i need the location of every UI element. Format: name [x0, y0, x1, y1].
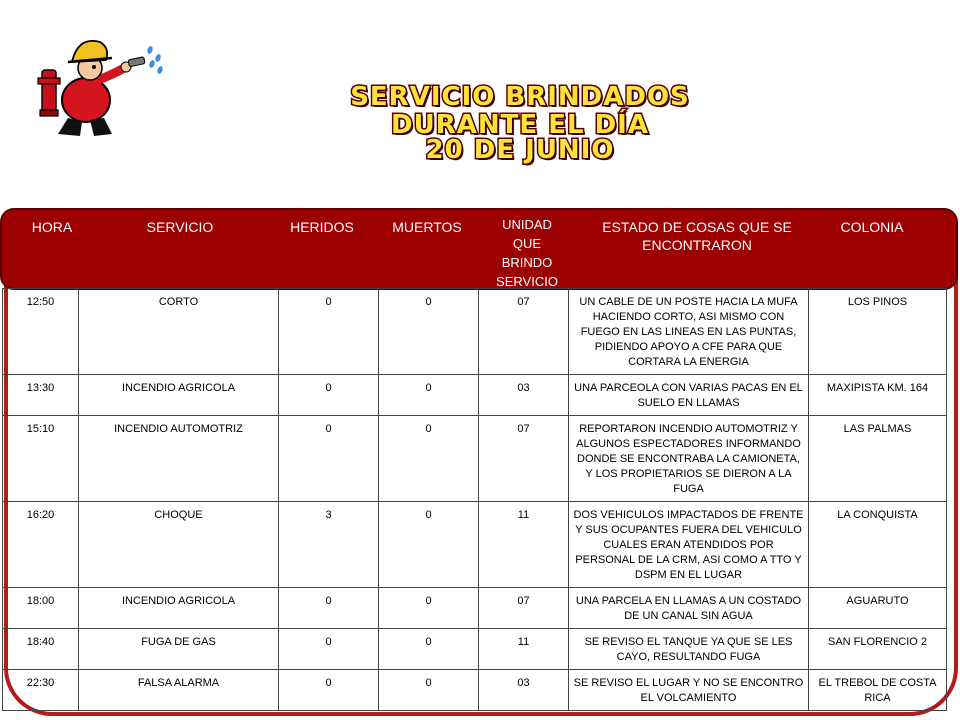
header-muertos: MUERTOS [392, 219, 462, 235]
cell-hora: 13:30 [3, 375, 79, 416]
cell-heridos: 0 [279, 629, 379, 670]
cell-hora: 15:10 [3, 416, 79, 502]
cell-heridos: 0 [279, 588, 379, 629]
cell-unidad: 07 [479, 289, 569, 375]
table-header [0, 208, 958, 290]
table-row [3, 289, 947, 375]
cell-muertos: 0 [379, 670, 479, 711]
services-table [2, 288, 947, 711]
cell-heridos: 0 [279, 416, 379, 502]
cell-unidad: 07 [479, 416, 569, 502]
cell-estado: REPORTARON INCENDIO AUTOMOTRIZ Y ALGUNOS ESPECTADORES INFORMANDO DONDE SE ENCONTRABA LA CAMIONETA, Y LOS PROPIETARIOS SE DIERON A LA FUGA [569, 416, 809, 502]
cell-muertos: 0 [379, 416, 479, 502]
cell-hora: 18:40 [3, 629, 79, 670]
cell-muertos: 0 [379, 375, 479, 416]
table-row [3, 670, 947, 711]
title-line-2: DURANTE EL DÍA [391, 110, 649, 140]
cell-unidad: 03 [479, 670, 569, 711]
cell-estado: UNA PARCEOLA CON VARIAS PACAS EN EL SUELO EN LLAMAS [569, 375, 809, 416]
cell-hora: 16:20 [3, 502, 79, 588]
table-row [3, 502, 947, 588]
table-row [3, 588, 947, 629]
table-row [3, 416, 947, 502]
cell-heridos: 0 [279, 289, 379, 375]
cell-servicio: INCENDIO AUTOMOTRIZ [79, 416, 279, 502]
header-estado: ESTADO DE COSAS QUE SE ENCONTRARON [602, 219, 792, 253]
table-row [3, 629, 947, 670]
header-heridos: HERIDOS [290, 219, 354, 235]
cell-servicio: INCENDIO AGRICOLA [79, 588, 279, 629]
cell-estado: DOS VEHICULOS IMPACTADOS DE FRENTE Y SUS OCUPANTES FUERA DEL VEHICULO CUALES ERAN ATENDIDOS POR PERSONAL DE LA CRM, ASI COMO A TTO Y DSPM EN EL LUGAR [569, 502, 809, 588]
header-servicio: SERVICIO [146, 219, 214, 235]
cell-muertos: 0 [379, 588, 479, 629]
cell-colonia: LAS PALMAS [809, 416, 947, 502]
cell-hora: 18:00 [3, 588, 79, 629]
cell-servicio: CORTO [79, 289, 279, 375]
header-unidad-line: SERVICIO [496, 274, 558, 289]
title-line-1: SERVICIO BRINDADOS [350, 82, 690, 112]
header-unidad-line: UNIDAD [502, 217, 552, 232]
cell-servicio: CHOQUE [79, 502, 279, 588]
cell-hora: 22:30 [3, 670, 79, 711]
cell-heridos: 0 [279, 670, 379, 711]
cell-estado: SE REVISO EL LUGAR Y NO SE ENCONTRO EL VOLCAMIENTO [569, 670, 809, 711]
cell-colonia: MAXIPISTA KM. 164 [809, 375, 947, 416]
title-line-3: 20 DE JUNIO [425, 135, 615, 165]
cell-muertos: 0 [379, 289, 479, 375]
cell-hora: 12:50 [3, 289, 79, 375]
cell-colonia: EL TREBOL DE COSTA RICA [809, 670, 947, 711]
cell-unidad: 11 [479, 502, 569, 588]
header-colonia: COLONIA [840, 219, 904, 235]
cell-estado: UN CABLE DE UN POSTE HACIA LA MUFA HACIENDO CORTO, ASI MISMO CON FUEGO EN LAS LINEAS EN LAS PUNTAS, PIDIENDO APOYO A CFE PARA QUE CORTARA LA ENERGIA [569, 289, 809, 375]
cell-heridos: 0 [279, 375, 379, 416]
cell-colonia: LOS PINOS [809, 289, 947, 375]
header-unidad [487, 215, 567, 291]
table-row [3, 375, 947, 416]
header-unidad-line: QUE [512, 236, 542, 251]
cell-colonia: SAN FLORENCIO 2 [809, 629, 947, 670]
cell-colonia: LA CONQUISTA [809, 502, 947, 588]
cell-unidad: 03 [479, 375, 569, 416]
cell-estado: UNA PARCELA EN LLAMAS A UN COSTADO DE UN CANAL SIN AGUA [569, 588, 809, 629]
cell-heridos: 3 [279, 502, 379, 588]
cell-servicio: FUGA DE GAS [79, 629, 279, 670]
header-hora: HORA [31, 219, 73, 235]
cell-muertos: 0 [379, 502, 479, 588]
cell-servicio: FALSA ALARMA [79, 670, 279, 711]
cell-servicio: INCENDIO AGRICOLA [79, 375, 279, 416]
cell-estado: SE REVISO EL TANQUE YA QUE SE LES CAYO, RESULTANDO FUGA [569, 629, 809, 670]
cell-colonia: AGUARUTO [809, 588, 947, 629]
header-unidad-line: BRINDO [501, 255, 553, 270]
cell-unidad: 07 [479, 588, 569, 629]
cell-muertos: 0 [379, 629, 479, 670]
cell-unidad: 11 [479, 629, 569, 670]
